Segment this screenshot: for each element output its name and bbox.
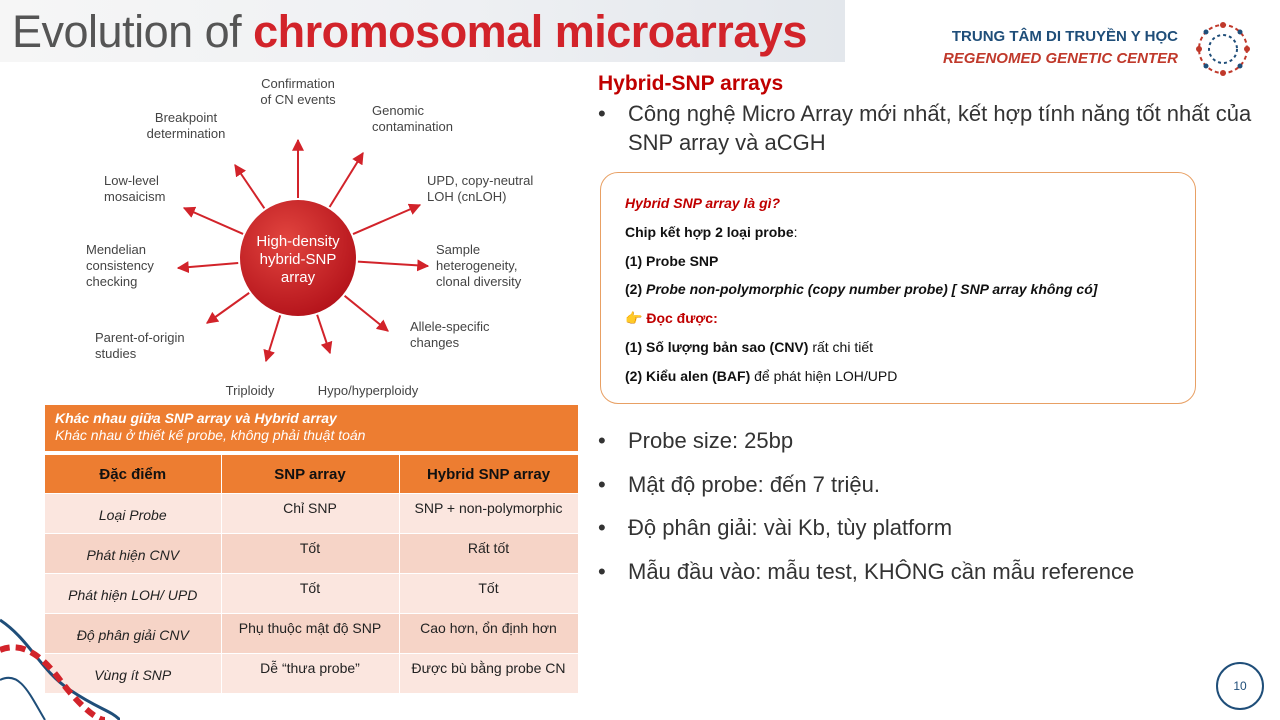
table-row bbox=[45, 654, 578, 694]
spec-bullet: • Độ phân giải: vài Kb, tùy platform bbox=[598, 513, 1268, 542]
dna-decoration-icon bbox=[0, 610, 120, 720]
spec-bullet: • Mật độ probe: đến 7 triệu. bbox=[598, 470, 1268, 499]
comparison-table-box bbox=[45, 405, 578, 693]
table-cell: Được bù bằng probe CN bbox=[399, 654, 578, 694]
table-cell: Dễ “thưa probe” bbox=[221, 654, 399, 694]
table-row bbox=[45, 494, 578, 534]
table-cell: Phát hiện LOH/ UPD bbox=[45, 574, 221, 614]
intro-bullet: • Công nghệ Micro Array mới nhất, kết hợp tính năng tốt nhất của SNP array và aCGH bbox=[598, 99, 1268, 157]
definition-box bbox=[600, 172, 1196, 404]
pointing-hand-icon: 👉 bbox=[625, 310, 643, 327]
section-title: Hybrid-SNP arrays bbox=[598, 72, 784, 95]
diagram-label: Sample heterogeneity, clonal diversity bbox=[436, 242, 522, 289]
table-caption bbox=[45, 405, 578, 451]
diagram-label: Confirmation of CN events bbox=[260, 78, 336, 107]
diagram-label: Triploidy bbox=[225, 383, 275, 398]
table-cell: Vùng ít SNP bbox=[45, 654, 221, 694]
box-chip-line: Chip kết hợp 2 loại probe: bbox=[625, 223, 798, 240]
table-cell: SNP + non-polymorphic bbox=[399, 494, 578, 534]
table-cell: Tốt bbox=[399, 574, 578, 614]
diagram-arrow bbox=[178, 263, 238, 268]
table-cell: Chỉ SNP bbox=[221, 494, 399, 534]
table-row bbox=[45, 534, 578, 574]
center-name-en: REGENOMED GENETIC CENTER bbox=[942, 50, 1178, 67]
hybrid-snp-diagram bbox=[60, 78, 590, 408]
diagram-arrow bbox=[345, 296, 388, 331]
diagram-label: UPD, copy-neutral LOH (cnLOH) bbox=[427, 173, 534, 204]
table-row bbox=[45, 614, 578, 654]
diagram-arrow bbox=[266, 315, 280, 361]
table-cell: Loại Probe bbox=[45, 494, 221, 534]
regenomed-logo-icon bbox=[1192, 18, 1254, 80]
center-name bbox=[943, 26, 1178, 70]
slide-title bbox=[12, 6, 807, 58]
hub-label-line: array bbox=[280, 269, 316, 286]
title-part1: Evolution of bbox=[12, 6, 254, 57]
table-header-row bbox=[45, 455, 578, 494]
spec-bullet: • Probe size: 25bp bbox=[598, 426, 1268, 455]
center-name-vi: TRUNG TÂM DI TRUYỀN Y HỌC bbox=[951, 28, 1178, 45]
diagram-arrow bbox=[353, 205, 420, 234]
box-question: Hybrid SNP array là gì? bbox=[625, 195, 781, 211]
box-probe-2: (2) Probe non-polymorphic (copy number probe) [ SNP array không có] bbox=[625, 281, 1098, 298]
diagram-label: Hypo/hyperploidy bbox=[317, 383, 419, 398]
table-cell: Rất tốt bbox=[399, 534, 578, 574]
table-cell: Phát hiện CNV bbox=[45, 534, 221, 574]
title-part2: chromosomal microarrays bbox=[253, 6, 807, 57]
diagram-arrow bbox=[317, 315, 330, 353]
diagram-arrow bbox=[207, 293, 249, 323]
diagram-arrow bbox=[184, 208, 243, 234]
diagram-arrow bbox=[235, 165, 264, 208]
box-read-2: (2) Kiểu alen (BAF) để phát hiện LOH/UPD bbox=[625, 367, 898, 384]
table-caption-title: Khác nhau giữa SNP array và Hybrid array bbox=[55, 410, 337, 426]
comparison-table bbox=[45, 455, 579, 693]
spec-bullet: • Mẫu đầu vào: mẫu test, KHÔNG cần mẫu reference bbox=[598, 557, 1268, 586]
diagram-label: Mendelian consistency checking bbox=[86, 242, 154, 289]
column-header: Đặc điểm bbox=[45, 455, 221, 494]
box-probe-1: (1) Probe SNP bbox=[625, 252, 719, 269]
diagram-label: Low-level mosaicism bbox=[104, 173, 166, 204]
box-read-label: 👉 Đọc được: bbox=[625, 310, 718, 327]
hub-label-line: High-density bbox=[256, 233, 340, 250]
table-row bbox=[45, 574, 578, 614]
table-cell: Tốt bbox=[221, 534, 399, 574]
right-column bbox=[598, 72, 1268, 157]
spec-bullets bbox=[598, 426, 1268, 600]
hub-label-line: hybrid-SNP bbox=[259, 251, 337, 268]
column-header: SNP array bbox=[221, 455, 399, 494]
table-cell: Độ phân giải CNV bbox=[45, 614, 221, 654]
diagram-arrow bbox=[358, 262, 428, 266]
diagram-label: Genomic contamination bbox=[372, 103, 453, 134]
table-cell: Phụ thuộc mật độ SNP bbox=[221, 614, 399, 654]
table-cell: Cao hơn, ổn định hơn bbox=[399, 614, 578, 654]
diagram-label: Breakpoint determination bbox=[146, 110, 226, 141]
diagram-label: Parent-of-origin studies bbox=[95, 330, 185, 361]
page-number: 10 bbox=[1216, 662, 1264, 710]
column-header: Hybrid SNP array bbox=[399, 455, 578, 494]
table-cell: Tốt bbox=[221, 574, 399, 614]
diagram-arrow bbox=[330, 153, 363, 207]
table-caption-subtitle: Khác nhau ở thiết kế probe, không phải thuật toán bbox=[55, 427, 366, 443]
diagram-label: Allele-specific changes bbox=[410, 319, 490, 350]
box-read-1: (1) Số lượng bản sao (CNV) rất chi tiết bbox=[625, 338, 874, 355]
